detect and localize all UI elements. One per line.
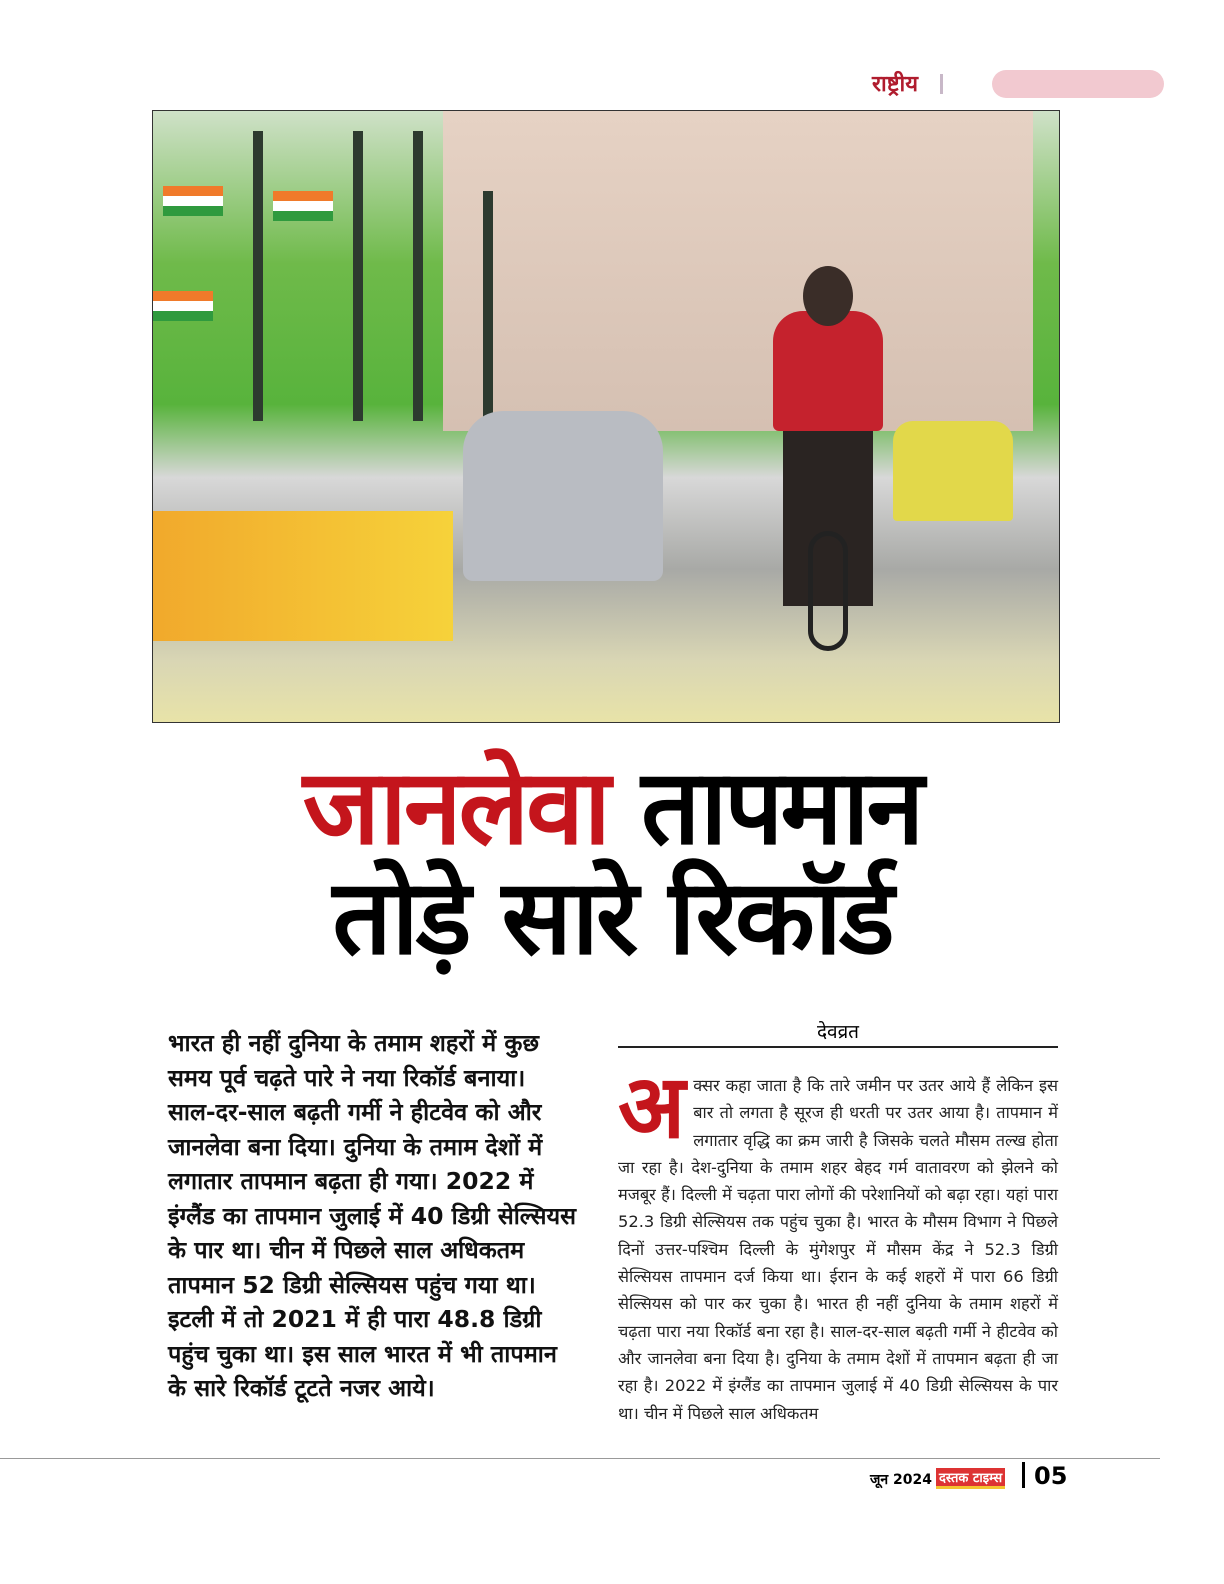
cyclist-head [803, 266, 853, 326]
page-number: 05 [1034, 1462, 1068, 1490]
body-text: क्सर कहा जाता है कि तारे जमीन पर उतर आये हैं लेकिन इस बार तो लगता है सूरज ही धरती पर उतर आया है। तापमान में लगातार वृद्धि का क्रम जारी है जिसके चलते मौसम तल्ख होता जा रहा है। देश-दुनिया के तमाम शहर बेहद गर्म वातावरण को झेलने को मजबूर हैं। दिल्ली में चढ़ता पारा लोगों की परेशानियों को बढ़ा रहा। यहां पारा 52.3 डिग्री सेल्सियस तक पहुंच चुका है। भारत के मौसम विभाग ने पिछले दिनों उत्तर-पश्चिम दिल्ली के मुंगेशपुर में मौसम केंद्र ने 52.3 डिग्री सेल्सियस तापमान दर्ज किया था। ईरान के कई शहरों में पारा 66 डिग्री सेल्सियस को पार कर चुका है। भारत ही नहीं दुनिया के तमाम शहरों में चढ़ता पारा नया रिकॉर्ड बना रहा है। साल-दर-साल बढ़ती गर्मी ने हीटवेव को और जानलेवा बना दिया है। दुनिया के तमाम देशों में तापमान बढ़ता ही जा रहा है। 2022 में इंग्लैंड का तापमान जुलाई में 40 डिग्री सेल्सियस के पार था। चीन में पिछले साल अधिकतम [618, 1076, 1058, 1423]
lamp-post [353, 131, 363, 421]
headline-line-1 [0, 746, 1224, 868]
lamp-post [253, 131, 263, 421]
heatwave-photo [152, 110, 1060, 723]
section-label: राष्ट्रीय [872, 72, 919, 97]
article-body [618, 1055, 1058, 1427]
footer-divider [1022, 1462, 1025, 1488]
lede-text: भारत ही नहीं दुनिया के तमाम शहरों में कुछ समय पूर्व चढ़ते पारे ने नया रिकॉर्ड बनाया। साल-दर-साल बढ़ती गर्मी ने हीटवेव को और जानलेवा बना दिया। दुनिया के तमाम देशों में लगातार तापमान बढ़ता ही गया। 2022 में इंग्लैंड का तापमान जुलाई में 40 डिग्री सेल्सियस के पार था। चीन में पिछले साल अधिकतम तापमान 52 डिग्री सेल्सियस पहुंच गया था। इटली में तो 2021 में ही पारा 48.8 डिग्री पहुंच चुका था। इस साल भारत में भी तापमान के सारे रिकॉर्ड टूटते नजर आये। [168, 1029, 577, 1402]
building [443, 111, 1033, 431]
headline-line-2: तोड़े सारे रिकॉर्ड [332, 856, 892, 978]
flag [163, 186, 223, 216]
car [463, 411, 663, 581]
barrier [153, 511, 453, 641]
magazine-logo: दस्तक टाइम्स [936, 1468, 1005, 1489]
lamp-post [413, 131, 423, 421]
divider [940, 74, 943, 94]
byline-rule [618, 1046, 1058, 1048]
header-decoration [992, 70, 1164, 98]
headline-red: जानलेवा [302, 746, 608, 868]
autorickshaw [893, 421, 1013, 521]
flag [273, 191, 333, 221]
lamp-post [483, 191, 493, 441]
issue-date: जून 2024 [870, 1472, 932, 1488]
cyclist [773, 311, 883, 431]
headline-rest: तापमान [607, 746, 922, 868]
drop-cap: अ [618, 1055, 686, 1158]
footer-rule [0, 1458, 1160, 1459]
flag [153, 291, 213, 321]
bicycle-wheel [808, 531, 848, 651]
byline: देवव्रत [816, 1021, 860, 1043]
